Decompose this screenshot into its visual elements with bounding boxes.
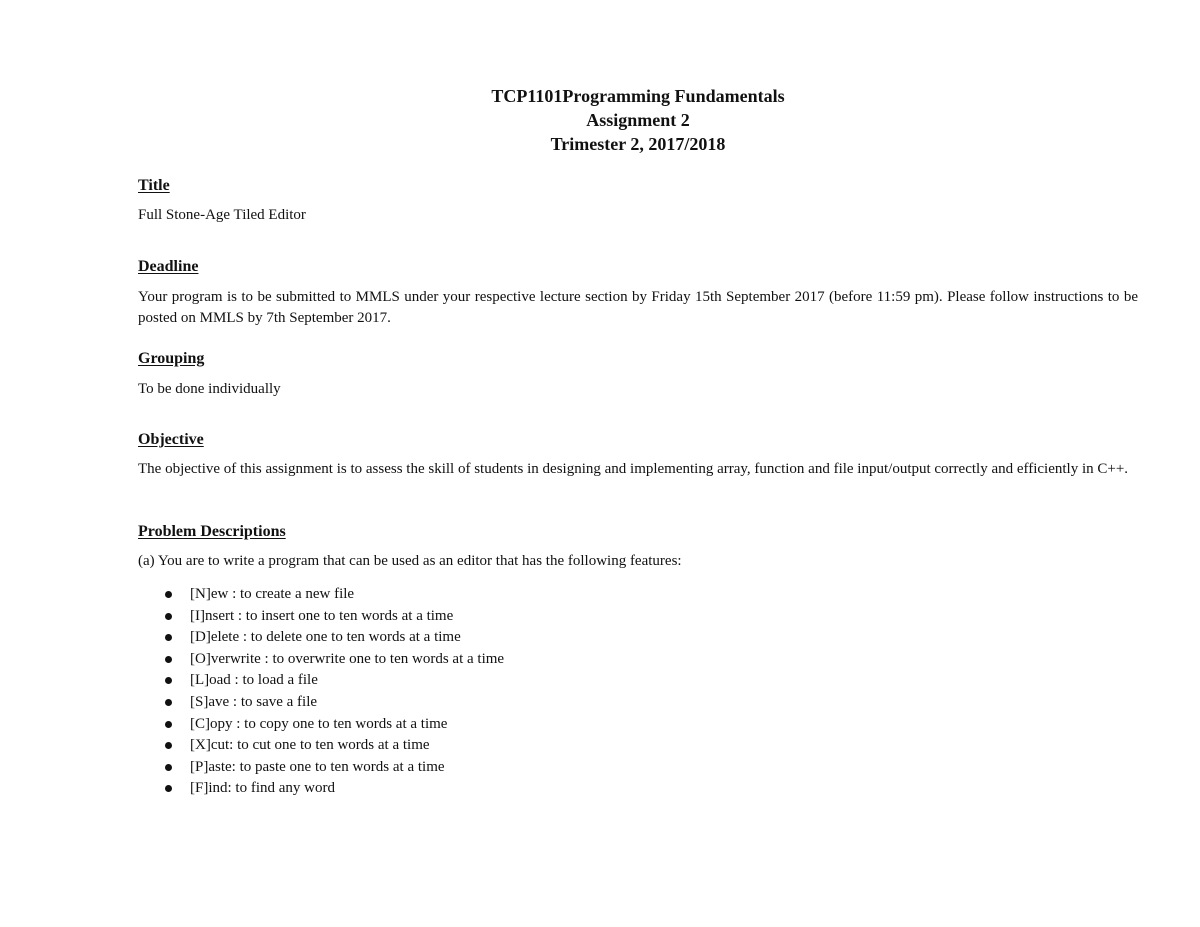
list-item bbox=[138, 584, 738, 606]
objective-heading: Objective bbox=[138, 431, 204, 448]
list-item bbox=[138, 757, 738, 779]
grouping-text: To be done individually bbox=[138, 381, 281, 397]
bullet-icon bbox=[165, 742, 172, 749]
trimester-title: Trimester 2, 2017/2018 bbox=[550, 134, 726, 154]
objective-text: The objective of this assignment is to assess the skill of students in designing and implementing array, function and file input/output correctly and efficiently in C++. bbox=[138, 461, 1129, 477]
feature-load: [L]oad : to load a file bbox=[190, 672, 318, 689]
bullet-icon bbox=[165, 634, 172, 641]
bullet-icon bbox=[165, 677, 172, 684]
list-item bbox=[138, 735, 738, 757]
list-item bbox=[138, 627, 738, 649]
document-header bbox=[0, 84, 1200, 156]
list-item bbox=[138, 692, 738, 714]
feature-paste: [P]aste: to paste one to ten words at a time bbox=[190, 758, 445, 775]
assignment-title: Assignment 2 bbox=[586, 110, 690, 130]
grouping-heading: Grouping bbox=[138, 350, 205, 367]
title-heading: Title bbox=[138, 177, 170, 194]
title-text: Full Stone-Age Tiled Editor bbox=[138, 207, 306, 223]
feature-delete: [D]elete : to delete one to ten words at a time bbox=[190, 629, 461, 646]
list-item bbox=[138, 670, 738, 692]
bullet-icon bbox=[165, 656, 172, 663]
feature-copy: [C]opy : to copy one to ten words at a time bbox=[190, 715, 448, 732]
bullet-icon bbox=[165, 721, 172, 728]
bullet-icon bbox=[165, 613, 172, 620]
deadline-heading: Deadline bbox=[138, 258, 199, 275]
feature-cut: [X]cut: to cut one to ten words at a time bbox=[190, 737, 430, 754]
bullet-icon bbox=[165, 591, 172, 598]
bullet-icon bbox=[165, 699, 172, 706]
deadline-text: Your program is to be submitted to MMLS under your respective lecture section by Friday 15th September 2017 (before 11:59 pm). Please follow instructions to be posted on MMLS by 7th September 2017. bbox=[138, 289, 1138, 326]
feature-save: [S]ave : to save a file bbox=[190, 693, 318, 710]
course-title: TCP1101Programming Fundamentals bbox=[491, 86, 785, 106]
list-item bbox=[138, 714, 738, 736]
feature-find: [F]ind: to find any word bbox=[190, 780, 335, 797]
bullet-icon bbox=[165, 785, 172, 792]
feature-new: [N]ew : to create a new file bbox=[190, 586, 355, 602]
list-item bbox=[138, 778, 738, 800]
bullet-icon bbox=[165, 764, 172, 771]
list-item bbox=[138, 606, 738, 628]
list-item bbox=[138, 649, 738, 671]
problem-descriptions-heading: Problem Descriptions bbox=[138, 523, 286, 540]
feature-overwrite: [O]verwrite : to overwrite one to ten words at a time bbox=[190, 650, 505, 667]
feature-list bbox=[138, 584, 738, 800]
feature-insert: [I]nsert : to insert one to ten words at a time bbox=[190, 607, 454, 624]
problem-intro-text: (a) You are to write a program that can be used as an editor that has the following features: bbox=[138, 553, 682, 569]
